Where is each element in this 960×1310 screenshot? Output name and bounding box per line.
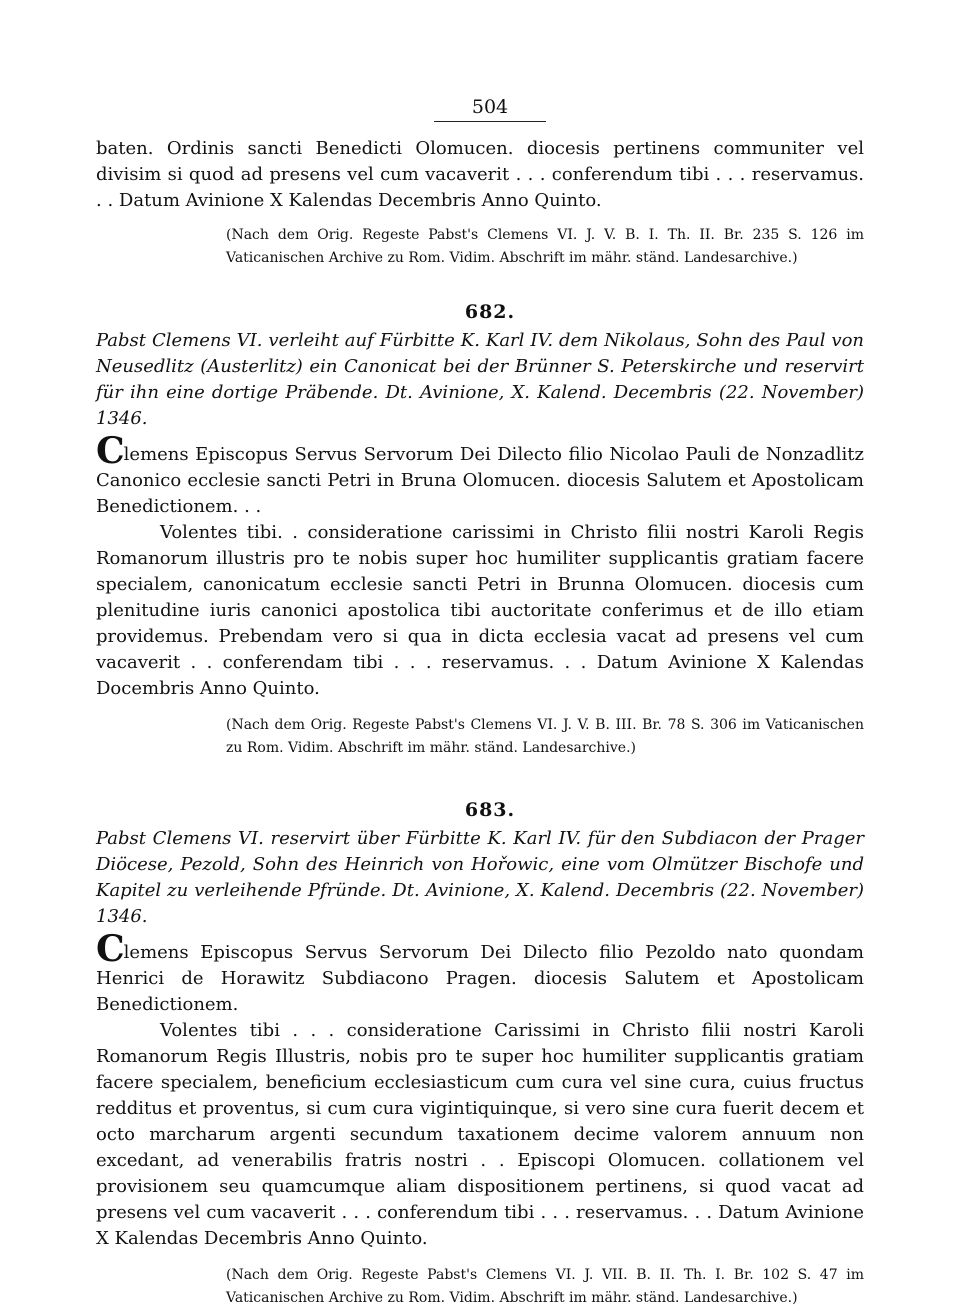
entry-number: 683.: [464, 799, 516, 821]
entry-regest: Pabst Clemens VI. reservirt über Fürbitte K. Karl IV. für den Subdiacon der Prager Diöcese, Pezold, Sohn des Heinrich von Hořowic, eine vom Olmützer Bischofe und Kapitel zu verleihende Pfründe. Dt. Avinione, X. Kalend. Decembris (22. November) 1346.: [96, 828, 864, 927]
entry-682: [96, 300, 864, 760]
continuation-source-note: (Nach dem Orig. Regeste Pabst's Clemens VI. J. V. B. I. Th. II. Br. 235 S. 126 im Vaticanischen Archive zu Rom. Vidim. Abschrift im mähr. ständ. Landesarchive.): [226, 227, 864, 266]
entry-regest: Pabst Clemens VI. verleiht auf Fürbitte K. Karl IV. dem Nikolaus, Sohn des Paul von Neusedlitz (Austerlitz) ein Canonicat bei der Brünner S. Peterskirche und reservirt für ihn eine dortige Präbende. Dt. Avinione, X. Kalend. Decembris (22. November) 1346.: [96, 330, 864, 429]
entry-body-text: lemens Episcopus Servus Servorum Dei Dilecto filio Pezoldo nato quondam Henrici de Horawitz Subdiacono Pragen. diocesis Salutem et Apostolicam Benedictionem.: [96, 942, 864, 1015]
entry-source-note: (Nach dem Orig. Regeste Pabst's Clemens VI. J. V. B. III. Br. 78 S. 306 im Vaticanischen zu Rom. Vidim. Abschrift im mähr. ständ. Landesarchive.): [226, 717, 864, 756]
continuation-text: baten. Ordinis sancti Benedicti Olomucen. diocesis pertinens communiter vel divisim si quod ad presens vel cum vacaverit . . . conferendum tibi . . . reservamus. . . Datum Avinione X Kalendas Decembris Anno Quinto.: [96, 138, 864, 211]
entry-body-paragraph-2: Volentes tibi. . consideratione carissimi in Christo filii nostri Karoli Regis Romanorum illustris pro te nobis super hoc humiliter supplicantis gratiam facere specialem, canonicatum ecclesie sancti Petri in Brunna Olomucen. diocesis cum plenitudine iuris canonici apostolica tibi auctoritate conferimus et de illo etiam providemus. Prebendam vero si qua in dicta ecclesia vacat ad presens vel cum vacaverit . . conferendam tibi . . . reservamus. . . Datum Avinione X Kalendas Docembris Anno Quinto.: [96, 522, 864, 699]
entry-body-paragraph-2: Volentes tibi . . . consideratione Carissimi in Christo filii nostri Karoli Romanorum Regis Illustris, nobis pro te super hoc humiliter supplicantis gratiam facere specialem, beneficium ecclesiasticum cum cura vel sine cura, cuius fructus redditus et proventus, si cum cura vigintiquinque, si vero sine cura fuerit decem et octo marcharum argenti secundum taxationem decime valorem annuum non excedant, ad venerabilis fratris nostri . . Episcopi Olomucen. collationem vel provisionem seu quamcumque aliam dispositionem pertinens, si quod vacat ad presens vel cum vacaverit . . . conferendum tibi . . . reservamus. . . Datum Avinione X Kalendas Decembris Anno Quinto.: [96, 1020, 864, 1249]
entry-body-paragraph: [96, 430, 864, 520]
entry-body-text: lemens Episcopus Servus Servorum Dei Dilecto filio Nicolao Pauli de Nonzadlitz Canonico ecclesie sancti Petri in Bruna Olomucen. diocesis Salutem et Apostolicam Benedictionem. . .: [96, 444, 864, 517]
entry-body-paragraph: [96, 928, 864, 1018]
entry-number: 682.: [464, 301, 516, 323]
entry-683: [96, 798, 864, 1310]
drop-initial: C: [96, 430, 124, 472]
drop-initial: C: [96, 928, 124, 970]
page-number: 504: [96, 96, 864, 122]
entry-source-note: (Nach dem Orig. Regeste Pabst's Clemens VI. J. VII. B. II. Th. I. Br. 102 S. 47 im Vaticanischen Archive zu Rom. Vidim. Abschrift im mähr. ständ. Landesarchive.): [226, 1267, 864, 1306]
